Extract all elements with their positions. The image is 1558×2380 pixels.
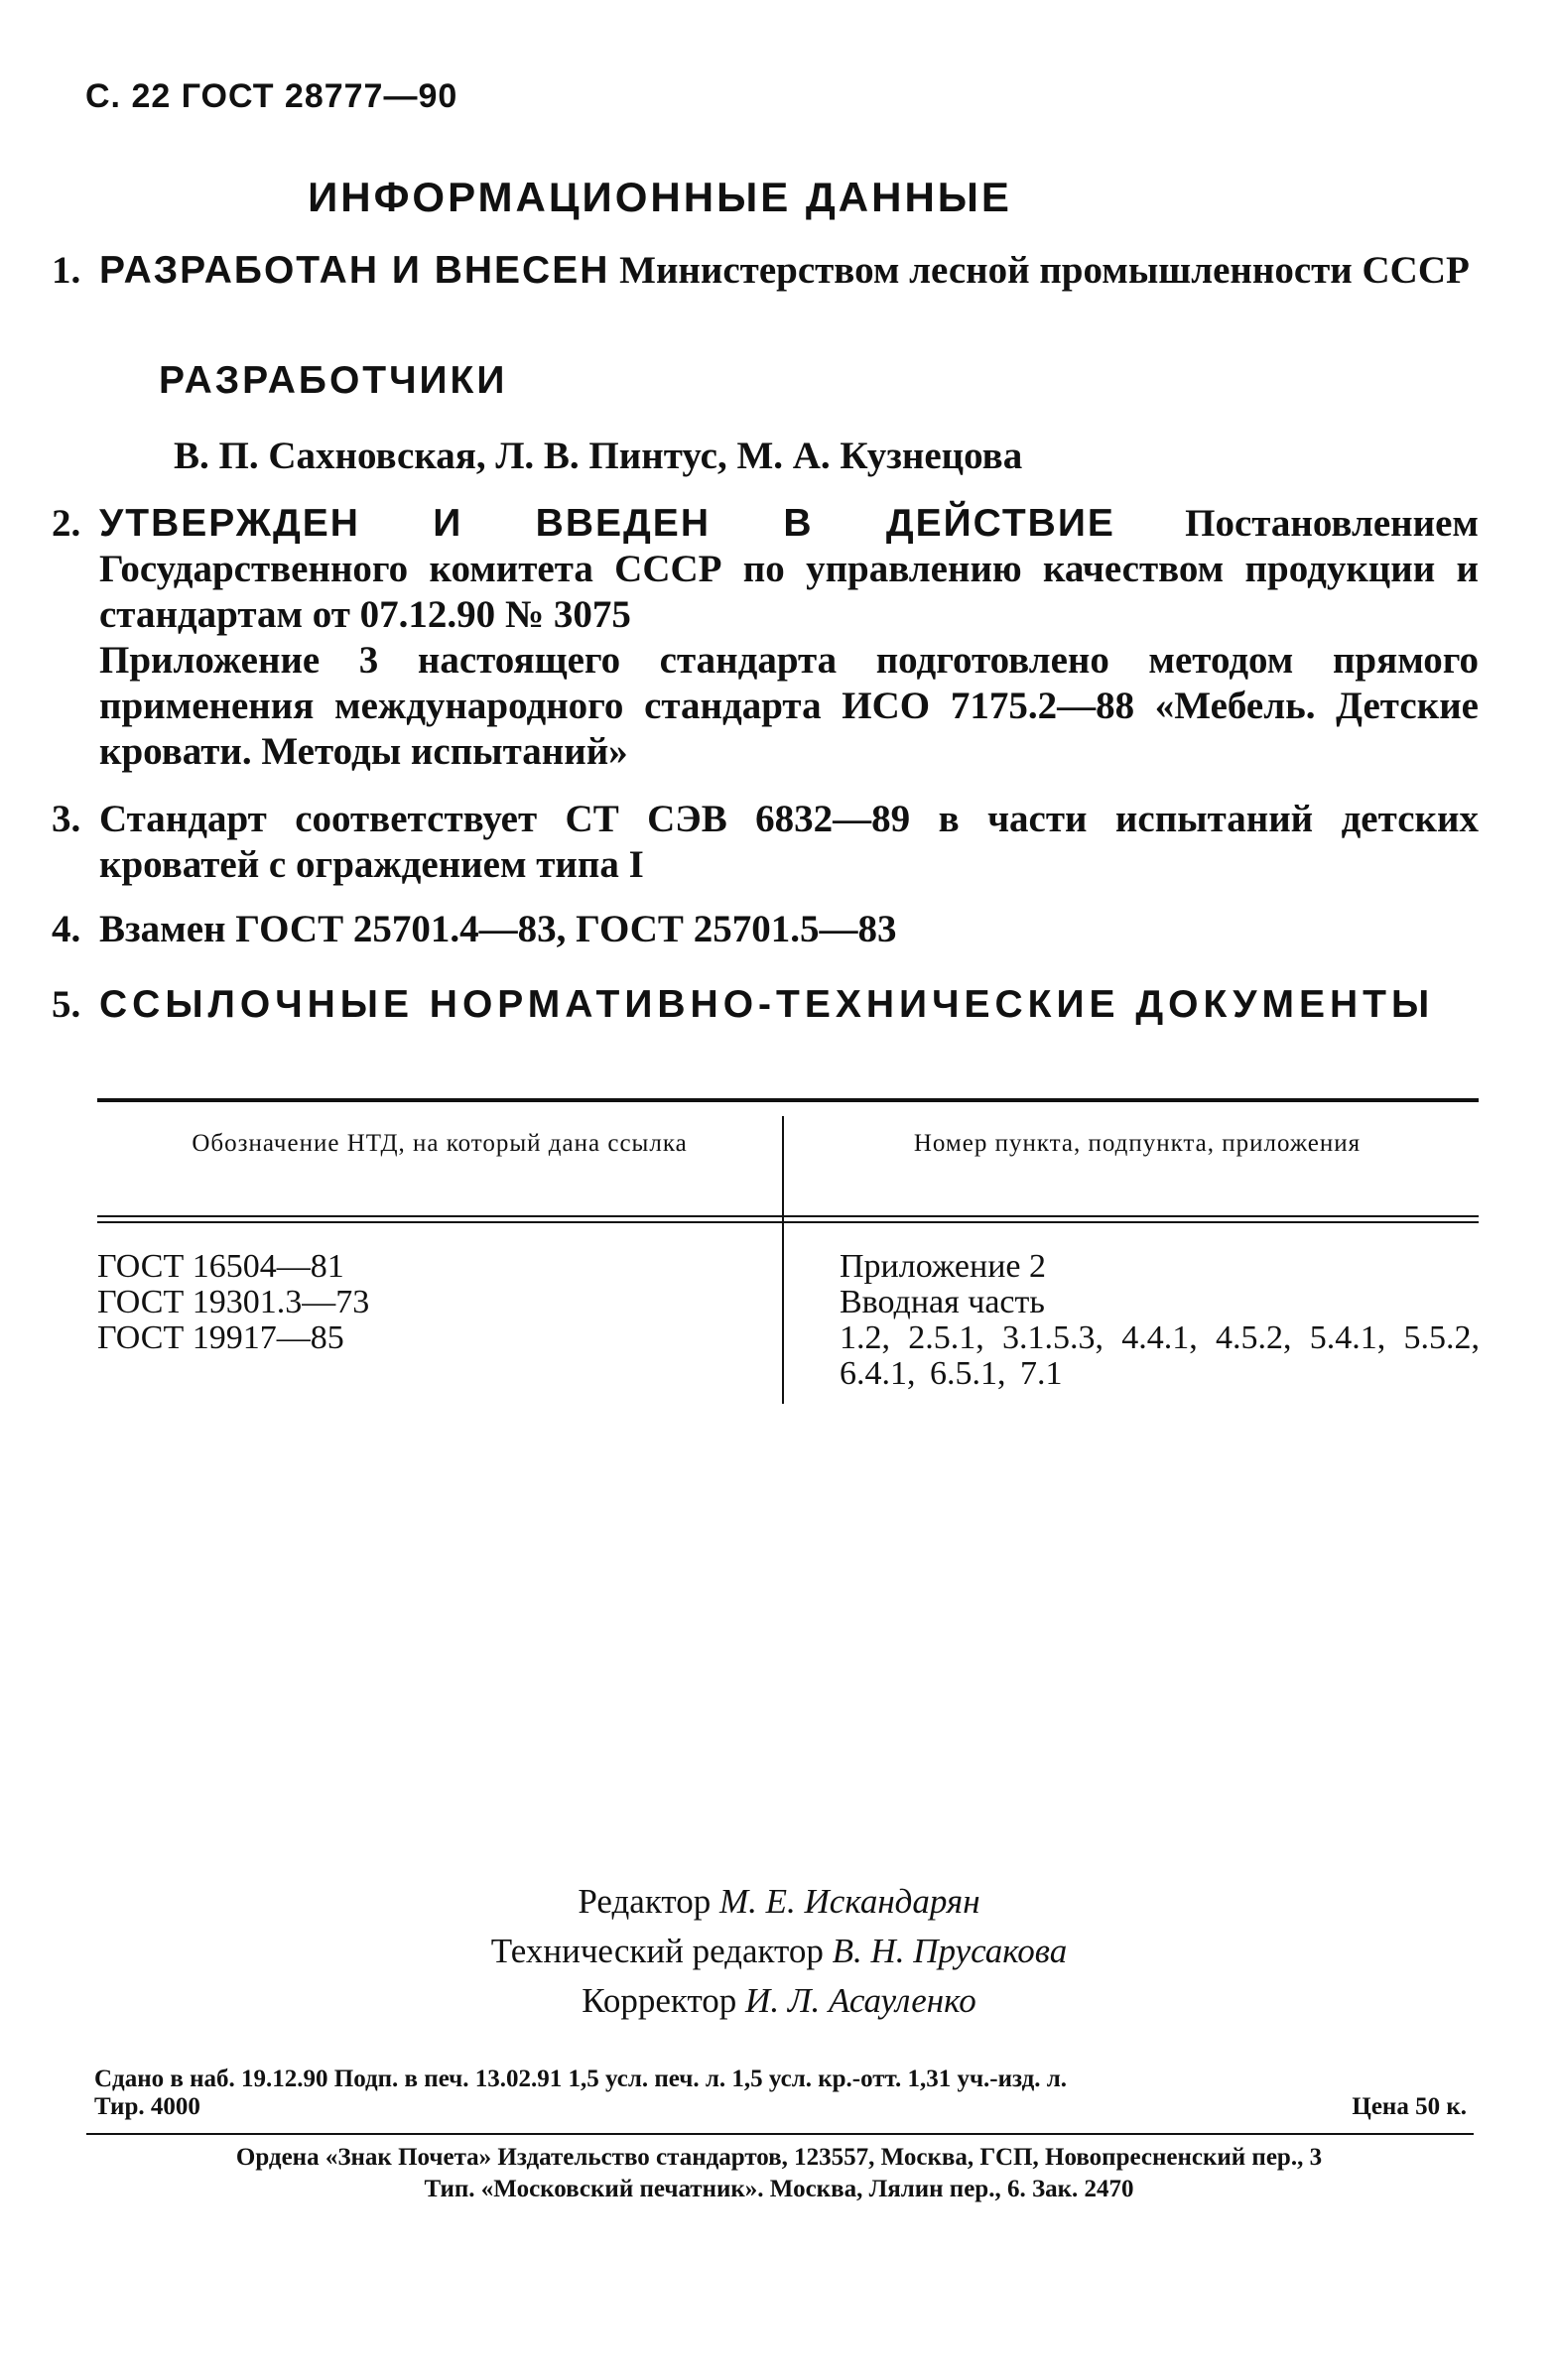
table-cell-ref: Приложение 2 (840, 1248, 1046, 1285)
page-header: С. 22 ГОСТ 28777—90 (85, 77, 458, 115)
item-5-lead: ССЫЛОЧНЫЕ НОРМАТИВНО-ТЕХНИЧЕСКИЕ ДОКУМЕНТЫ (99, 983, 1435, 1026)
table-cell-ntd: ГОСТ 16504—81 (97, 1248, 344, 1285)
table-top-rule (97, 1098, 1479, 1102)
item-2-number: 2. (52, 502, 81, 545)
table-header-ntd: Обозначение НТД, на который дана ссылка (192, 1130, 688, 1157)
proofreader-name: И. Л. Асауленко (745, 1981, 976, 2020)
table-col-ref (840, 1249, 1480, 1392)
item-3-text: Стандарт соответствует СТ СЭВ 6832—89 в части испытаний детских кроватей с ограждением типа I (99, 798, 1479, 886)
table-header-rule-1 (97, 1215, 1479, 1217)
editor-name: М. Е. Искандарян (718, 1882, 980, 1921)
item-4-text: Взамен ГОСТ 25701.4—83, ГОСТ 25701.5—83 (99, 908, 897, 950)
item-2-text: Постановлением Государственного комитета СССР по управлению качеством продукции и стандартам от 07.12.90 № 3075 (99, 502, 1479, 636)
table-header-rule-2 (97, 1221, 1479, 1223)
references-table (97, 1098, 1479, 1409)
item-1-lead: РАЗРАБОТАН И ВНЕСЕН (99, 249, 610, 292)
item-4-number: 4. (52, 908, 81, 950)
item-1-number: 1. (52, 249, 81, 292)
table-header-ref: Номер пункта, подпункта, приложения (913, 1130, 1362, 1157)
imprint-rule (86, 2133, 1474, 2135)
tech-editor-label: Технический редактор (490, 1932, 824, 1970)
developers-heading: РАЗРАБОТЧИКИ (159, 359, 508, 402)
item-3-number: 3. (52, 798, 81, 840)
table-column-divider (782, 1116, 784, 1404)
imprint-price: Цена 50 к. (1352, 2093, 1467, 2120)
table-cell-ntd: ГОСТ 19917—85 (97, 1319, 344, 1356)
editor-label: Редактор (578, 1882, 712, 1921)
table-cell-ref: 1.2, 2.5.1, 3.1.5.3, 4.4.1, 4.5.2, 5.4.1, 5.5.2, 6.4.1, 6.5.1, 7.1 (840, 1319, 1480, 1392)
proofreader-label: Корректор (582, 1981, 737, 2020)
developers-names: В. П. Сахновская, Л. В. Пинтус, М. А. Кузнецова (174, 435, 1023, 477)
table-cell-ref: Вводная часть (840, 1284, 1045, 1320)
item-1-text: Министерством лесной промышленности СССР (619, 249, 1470, 292)
item-3 (52, 797, 1479, 888)
item-2-note: Приложение 3 настоящего стандарта подготовлено методом прямого применения международного стандарта ИСО 7175.2—88 «Мебель. Детские кровати. Методы испытаний» (99, 639, 1479, 773)
page-title: ИНФОРМАЦИОННЫЕ ДАННЫЕ (308, 174, 1012, 220)
imprint-circulation: Тир. 4000 (94, 2093, 200, 2120)
table-cell-ntd: ГОСТ 19301.3—73 (97, 1284, 370, 1320)
item-2 (52, 501, 1479, 638)
item-4 (52, 907, 1479, 952)
publisher-line-2: Тип. «Московский печатник». Москва, Лялин пер., 6. Зак. 2470 (424, 2176, 1134, 2202)
item-1 (52, 248, 1479, 294)
table-col-ntd (97, 1249, 369, 1356)
item-2-lead: УТВЕРЖДЕН И ВВЕДЕН В ДЕЙСТВИЕ (99, 502, 1115, 545)
credits-proofreader (0, 1976, 1558, 2026)
item-5 (52, 982, 1479, 1028)
item-5-number: 5. (52, 983, 81, 1026)
credits-tech-editor (0, 1927, 1558, 1976)
tech-editor-name: В. Н. Прусакова (832, 1932, 1068, 1970)
credits-editor (0, 1877, 1558, 1927)
publisher-line-1: Ордена «Знак Почета» Издательство стандартов, 123557, Москва, ГСП, Новопресненский пер., 3 (235, 2144, 1323, 2171)
imprint-line-1: Сдано в наб. 19.12.90 Подп. в печ. 13.02.91 1,5 усл. печ. л. 1,5 усл. кр.-отт. 1,31 уч.-изд. л. (94, 2066, 1068, 2092)
